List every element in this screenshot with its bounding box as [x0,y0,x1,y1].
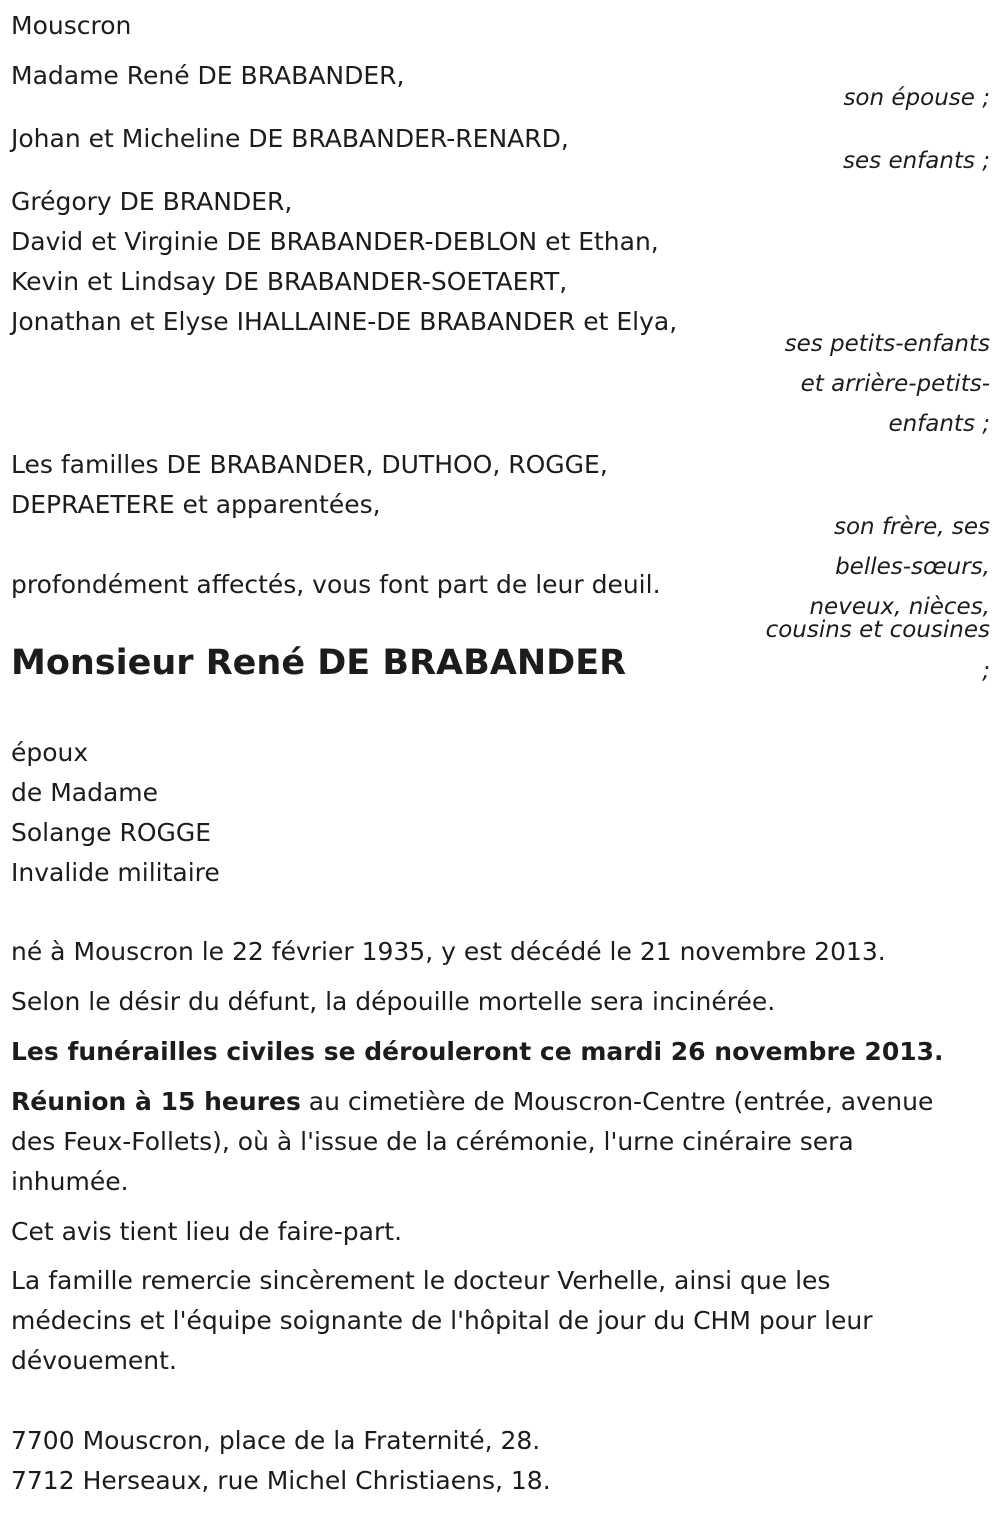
thanks-line: dévouement. [11,1346,177,1375]
cremation-text: Selon le désir du défunt, la dépouille mortelle sera incinérée. [11,987,776,1016]
relatives-line: Les familles DE BRABANDER, DUTHOO, ROGGE, [11,450,608,479]
grandchild-line: Jonathan et Elyse IHALLAINE-DE BRABANDER et Elya, [11,307,678,336]
relatives-role-line: belles-sœurs, [835,554,990,580]
grandchildren-role-line: enfants ; [888,411,990,437]
thanks-line: médecins et l'équipe soignante de l'hôpital de jour du CHM pour leur [11,1306,873,1335]
thanks-line: La famille remercie sincèrement le docteur Verhelle, ainsi que les [11,1266,831,1295]
address-line: 7700 Mouscron, place de la Fraternité, 28. [11,1426,541,1455]
grandchild-line: David et Virginie DE BRABANDER-DEBLON et Ethan, [11,227,659,256]
birth-death-text: né à Mouscron le 22 février 1935, y est décédé le 21 novembre 2013. [11,937,886,966]
announcement-text: profondément affectés, vous font part de leur deuil. [11,570,661,599]
deceased-detail: époux [11,738,89,767]
children-name: Johan et Micheline DE BRABANDER-RENARD, [11,124,569,153]
meeting-time: Réunion à 15 heures [11,1087,301,1116]
grandchildren-role-line: ses petits-enfants [784,331,990,357]
grandchild-line: Grégory DE BRANDER, [11,187,293,216]
deceased-name: Monsieur René DE BRABANDER [11,643,627,683]
city-heading: Mouscron [11,11,132,40]
deceased-detail: Solange ROGGE [11,818,212,847]
relatives-line: DEPRAETERE et apparentées, [11,490,381,519]
spouse-role: son épouse ; [843,85,990,111]
meeting-line: des Feux-Follets), où à l'issue de la cérémonie, l'urne cinéraire sera [11,1127,854,1156]
meeting-line: inhumée. [11,1167,129,1196]
grandchild-line: Kevin et Lindsay DE BRABANDER-SOETAERT, [11,267,568,296]
meeting-line [11,1089,933,1114]
funeral-text: Les funérailles civiles se dérouleront ce mardi 26 novembre 2013. [11,1037,944,1066]
spouse-name: Madame René DE BRABANDER, [11,61,405,90]
children-role: ses enfants ; [843,148,990,174]
relatives-role-line: neveux, nièces, [809,594,990,620]
address-line: 7712 Herseaux, rue Michel Christiaens, 18. [11,1466,551,1495]
meeting-location: au cimetière de Mouscron-Centre (entrée, avenue [300,1087,934,1116]
deceased-detail: de Madame [11,778,159,807]
notice-text: Cet avis tient lieu de faire-part. [11,1217,403,1246]
grandchildren-role-line: et arrière-petits- [800,371,990,397]
relatives-role-line: cousins et cousines [765,617,990,643]
relatives-role-line: son frère, ses [834,514,990,540]
relatives-role-line: ; [982,658,990,684]
deceased-detail: Invalide militaire [11,858,220,887]
